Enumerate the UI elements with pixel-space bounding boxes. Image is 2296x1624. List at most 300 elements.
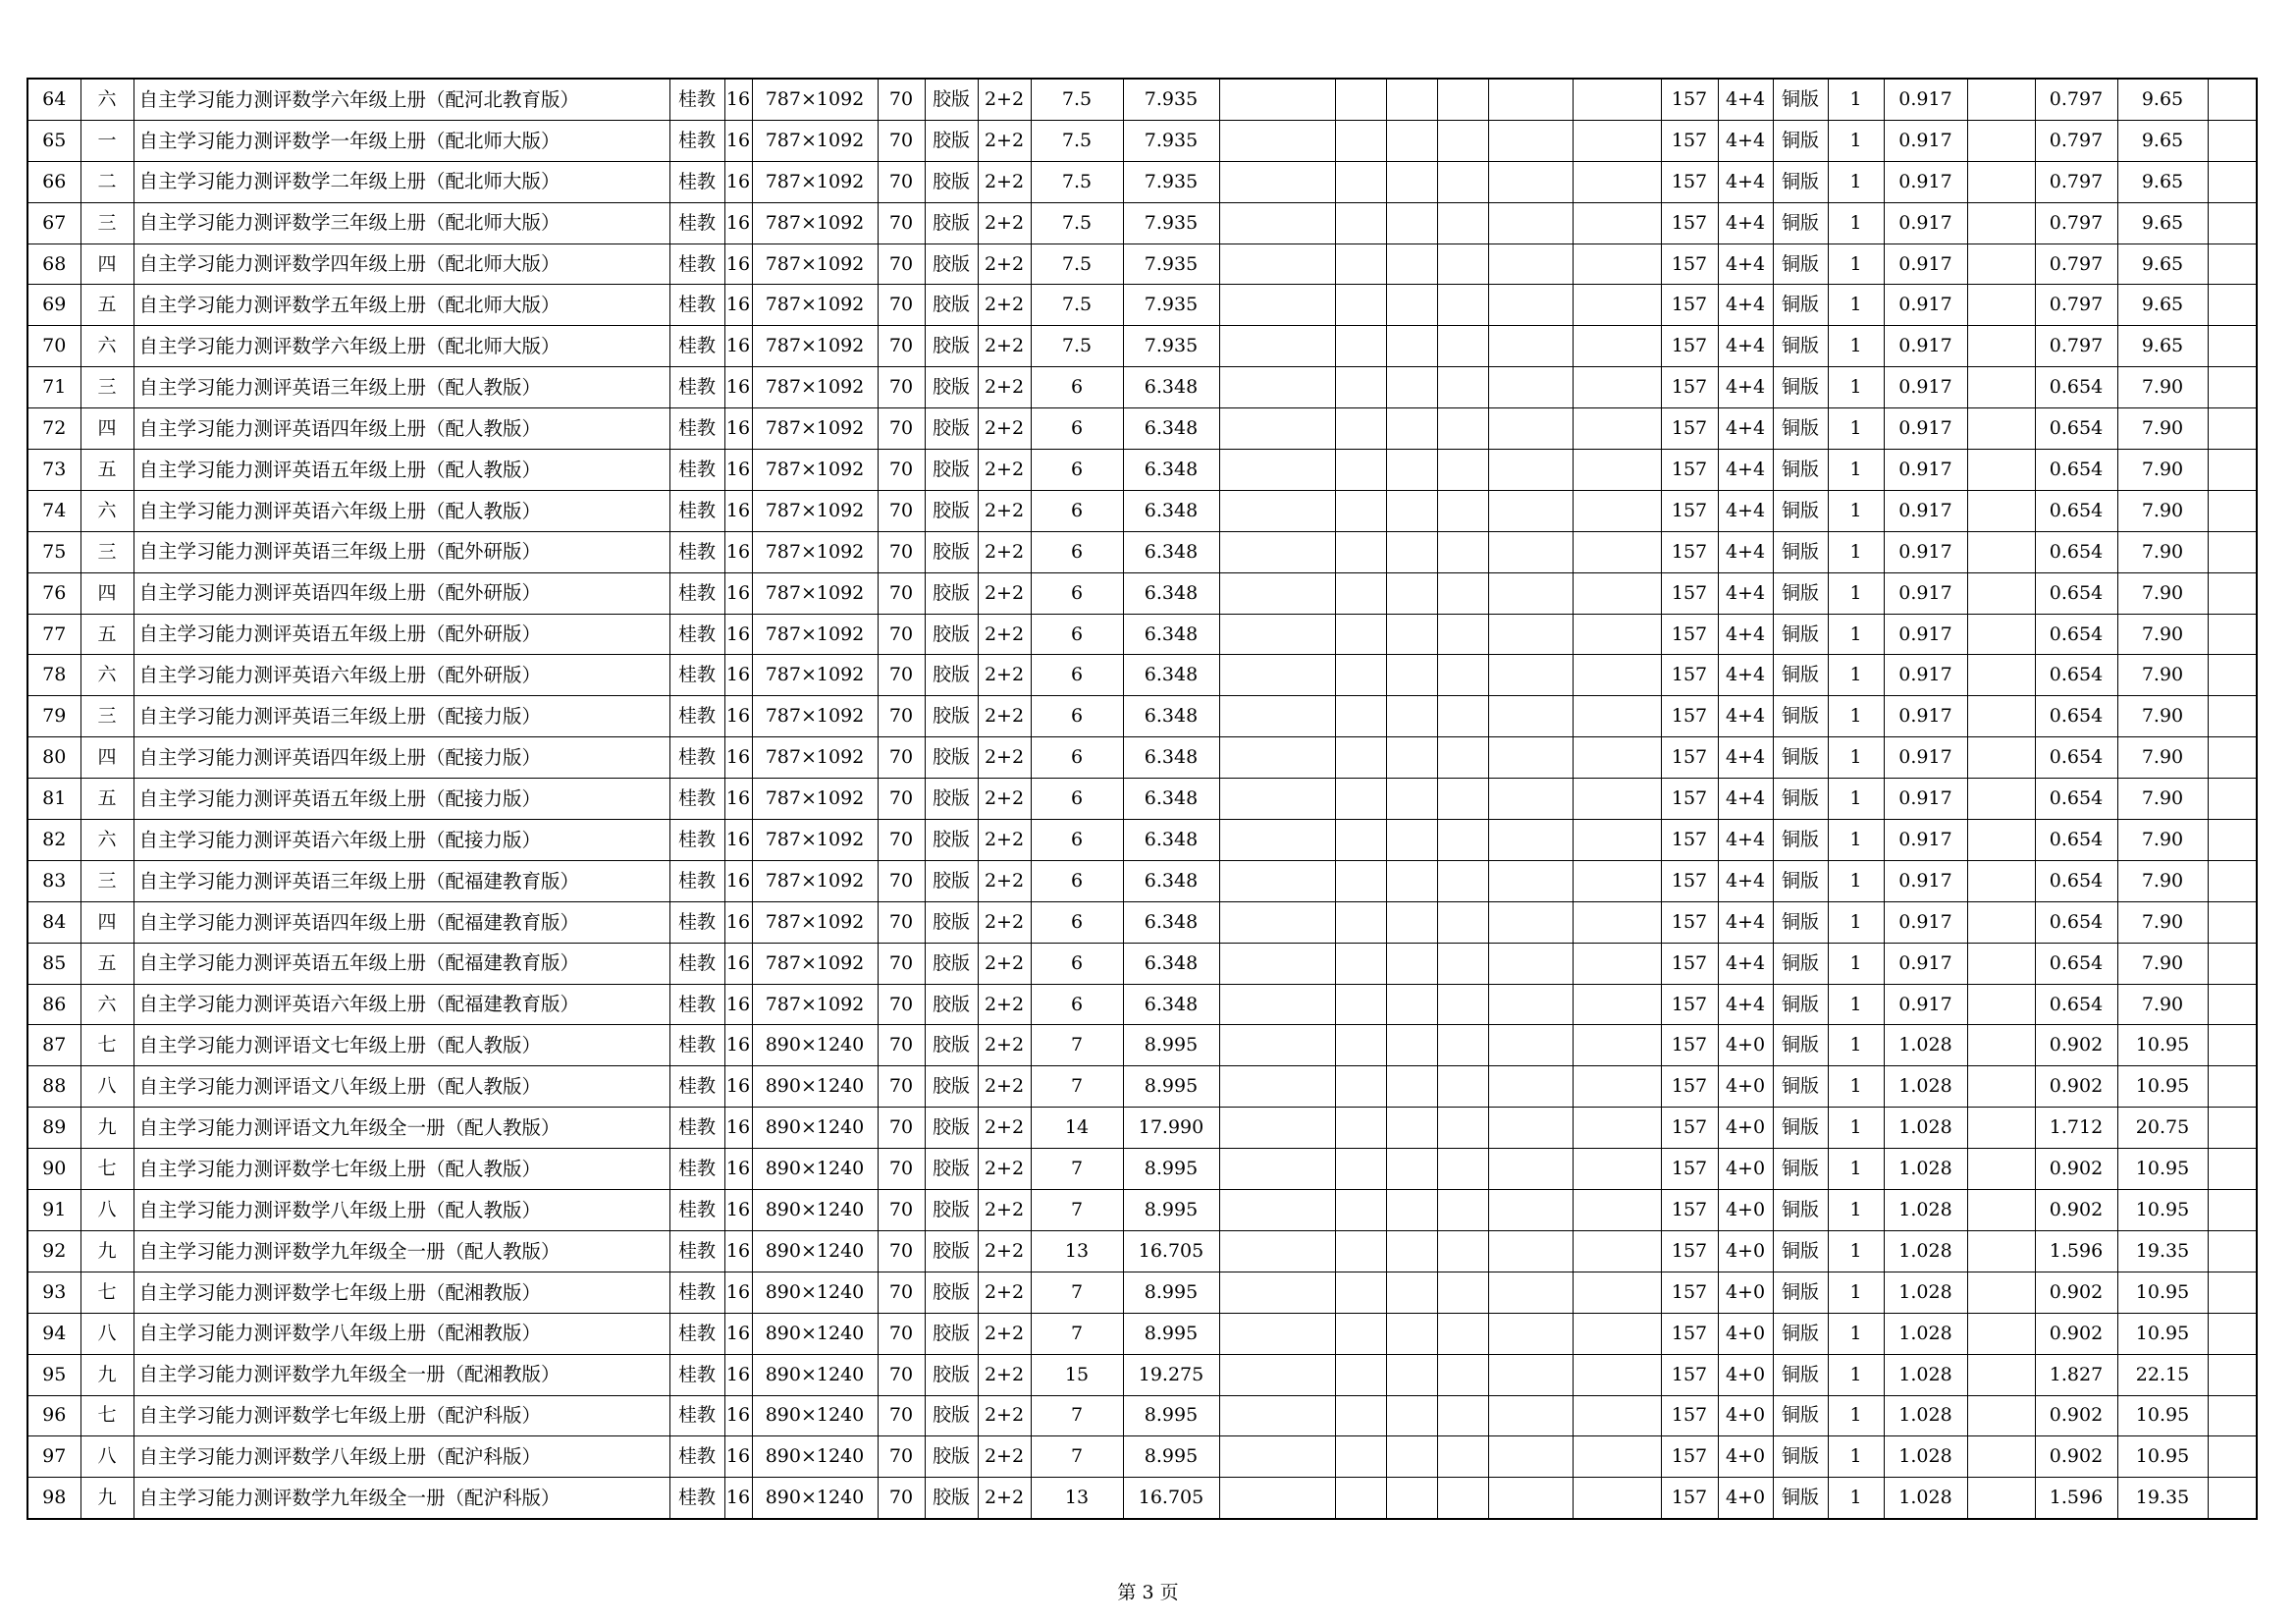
paper-size-cell: 890×1240	[752, 1066, 878, 1108]
blank-cell-cell	[2208, 285, 2257, 326]
unit-price-cell: 7.90	[2117, 779, 2208, 820]
body-cost-cell: 6.348	[1123, 737, 1219, 779]
blank-cell-cell	[1573, 984, 1661, 1025]
blank-cell-cell	[1386, 408, 1437, 450]
publisher-cell: 桂教	[669, 408, 724, 450]
cover-paper-cell: 铜版	[1773, 737, 1828, 779]
blank-cell-cell	[1967, 1436, 2035, 1478]
blank-cell-cell	[1386, 655, 1437, 696]
cover-gsm-cell: 157	[1661, 1272, 1718, 1313]
cover-quantity-cell: 1	[1828, 202, 1884, 244]
print-sheets-cell: 7	[1031, 1436, 1123, 1478]
book-title-cell: 自主学习能力测评英语五年级上册（配外研版）	[133, 614, 669, 655]
body-cost-cell: 8.995	[1123, 1272, 1219, 1313]
subtotal-cell: 0.797	[2035, 161, 2117, 202]
unit-price-cell: 7.90	[2117, 984, 2208, 1025]
blank-cell-cell	[1573, 285, 1661, 326]
blank-cell-cell	[1488, 572, 1573, 614]
unit-price-cell: 10.95	[2117, 1395, 2208, 1436]
book-title-cell: 自主学习能力测评数学八年级上册（配湘教版）	[133, 1313, 669, 1354]
paper-type-cell: 胶版	[925, 202, 978, 244]
blank-cell-cell	[1488, 655, 1573, 696]
table-row	[27, 779, 2257, 820]
body-cost-cell: 8.995	[1123, 1313, 1219, 1354]
body-cost-cell: 6.348	[1123, 901, 1219, 943]
cover-cost-cell: 0.917	[1884, 779, 1967, 820]
blank-cell-cell	[1386, 120, 1437, 161]
publisher-cell: 桂教	[669, 820, 724, 861]
cover-gsm-cell: 157	[1661, 696, 1718, 737]
blank-cell-cell	[1335, 408, 1386, 450]
blank-cell-cell	[1335, 1272, 1386, 1313]
blank-cell-cell	[1967, 1313, 2035, 1354]
row-number-cell: 81	[27, 779, 80, 820]
print-colors-cell: 2+2	[978, 202, 1031, 244]
blank-cell-cell	[2208, 737, 2257, 779]
cover-colors-cell: 4+4	[1718, 161, 1773, 202]
unit-price-cell: 20.75	[2117, 1108, 2208, 1149]
format-cell: 16	[724, 1025, 752, 1066]
blank-cell-cell	[1335, 79, 1386, 120]
cover-paper-cell: 铜版	[1773, 655, 1828, 696]
cover-cost-cell: 0.917	[1884, 79, 1967, 120]
blank-cell-cell	[1488, 1230, 1573, 1272]
blank-cell-cell	[1488, 326, 1573, 367]
unit-price-cell: 9.65	[2117, 326, 2208, 367]
paper-type-cell: 胶版	[925, 326, 978, 367]
blank-cell-cell	[1219, 1025, 1335, 1066]
paper-size-cell: 787×1092	[752, 901, 878, 943]
unit-price-cell: 19.35	[2117, 1478, 2208, 1519]
paper-type-cell: 胶版	[925, 943, 978, 984]
cover-cost-cell: 1.028	[1884, 1025, 1967, 1066]
blank-cell-cell	[1573, 1066, 1661, 1108]
unit-price-cell: 10.95	[2117, 1190, 2208, 1231]
blank-cell-cell	[1335, 984, 1386, 1025]
cover-paper-cell: 铜版	[1773, 1066, 1828, 1108]
publisher-cell: 桂教	[669, 1354, 724, 1395]
book-title-cell: 自主学习能力测评英语四年级上册（配外研版）	[133, 572, 669, 614]
unit-price-cell: 10.95	[2117, 1149, 2208, 1190]
blank-cell-cell	[1219, 901, 1335, 943]
paper-gsm-cell: 70	[878, 779, 925, 820]
grade-cell: 六	[80, 984, 133, 1025]
blank-cell-cell	[1335, 367, 1386, 408]
book-title-cell: 自主学习能力测评语文七年级上册（配人教版）	[133, 1025, 669, 1066]
blank-cell-cell	[1335, 120, 1386, 161]
format-cell: 16	[724, 244, 752, 285]
grade-cell: 八	[80, 1190, 133, 1231]
print-sheets-cell: 7.5	[1031, 285, 1123, 326]
grade-cell: 六	[80, 79, 133, 120]
paper-type-cell: 胶版	[925, 161, 978, 202]
body-cost-cell: 6.348	[1123, 408, 1219, 450]
book-title-cell: 自主学习能力测评数学二年级上册（配北师大版）	[133, 161, 669, 202]
print-sheets-cell: 6	[1031, 408, 1123, 450]
blank-cell-cell	[1219, 79, 1335, 120]
paper-gsm-cell: 70	[878, 1230, 925, 1272]
grade-cell: 五	[80, 450, 133, 491]
blank-cell-cell	[1386, 1108, 1437, 1149]
row-number-cell: 83	[27, 860, 80, 901]
grade-cell: 六	[80, 490, 133, 531]
blank-cell-cell	[1488, 614, 1573, 655]
publisher-cell: 桂教	[669, 161, 724, 202]
paper-size-cell: 787×1092	[752, 285, 878, 326]
publisher-cell: 桂教	[669, 79, 724, 120]
cover-cost-cell: 0.917	[1884, 614, 1967, 655]
blank-cell-cell	[2208, 1108, 2257, 1149]
table-row	[27, 860, 2257, 901]
cover-colors-cell: 4+0	[1718, 1025, 1773, 1066]
cover-cost-cell: 0.917	[1884, 696, 1967, 737]
print-colors-cell: 2+2	[978, 408, 1031, 450]
cover-colors-cell: 4+4	[1718, 614, 1773, 655]
blank-cell-cell	[1488, 1025, 1573, 1066]
cover-quantity-cell: 1	[1828, 779, 1884, 820]
blank-cell-cell	[2208, 1272, 2257, 1313]
blank-cell-cell	[1219, 737, 1335, 779]
blank-cell-cell	[1437, 120, 1488, 161]
table-row	[27, 1149, 2257, 1190]
paper-size-cell: 787×1092	[752, 161, 878, 202]
cover-gsm-cell: 157	[1661, 1395, 1718, 1436]
paper-type-cell: 胶版	[925, 737, 978, 779]
paper-size-cell: 890×1240	[752, 1395, 878, 1436]
cover-gsm-cell: 157	[1661, 1313, 1718, 1354]
paper-gsm-cell: 70	[878, 408, 925, 450]
blank-cell-cell	[1488, 490, 1573, 531]
blank-cell-cell	[1335, 161, 1386, 202]
publisher-cell: 桂教	[669, 120, 724, 161]
blank-cell-cell	[1967, 1354, 2035, 1395]
blank-cell-cell	[1573, 1436, 1661, 1478]
blank-cell-cell	[1488, 1354, 1573, 1395]
table-row	[27, 1230, 2257, 1272]
book-title-cell: 自主学习能力测评数学三年级上册（配北师大版）	[133, 202, 669, 244]
body-cost-cell: 6.348	[1123, 860, 1219, 901]
cover-paper-cell: 铜版	[1773, 531, 1828, 572]
book-title-cell: 自主学习能力测评英语四年级上册（配福建教育版）	[133, 901, 669, 943]
blank-cell-cell	[2208, 120, 2257, 161]
paper-gsm-cell: 70	[878, 860, 925, 901]
paper-type-cell: 胶版	[925, 860, 978, 901]
cover-quantity-cell: 1	[1828, 1149, 1884, 1190]
paper-type-cell: 胶版	[925, 1066, 978, 1108]
unit-price-cell: 7.90	[2117, 943, 2208, 984]
row-number-cell: 96	[27, 1395, 80, 1436]
paper-size-cell: 890×1240	[752, 1149, 878, 1190]
cover-cost-cell: 1.028	[1884, 1066, 1967, 1108]
blank-cell-cell	[1573, 655, 1661, 696]
print-colors-cell: 2+2	[978, 1066, 1031, 1108]
blank-cell-cell	[1437, 1436, 1488, 1478]
blank-cell-cell	[1967, 120, 2035, 161]
table-row	[27, 1436, 2257, 1478]
cover-cost-cell: 0.917	[1884, 450, 1967, 491]
print-colors-cell: 2+2	[978, 1395, 1031, 1436]
blank-cell-cell	[1386, 572, 1437, 614]
row-number-cell: 74	[27, 490, 80, 531]
book-title-cell: 自主学习能力测评英语五年级上册（配人教版）	[133, 450, 669, 491]
book-title-cell: 自主学习能力测评英语五年级上册（配接力版）	[133, 779, 669, 820]
cover-paper-cell: 铜版	[1773, 367, 1828, 408]
table-row	[27, 326, 2257, 367]
row-number-cell: 95	[27, 1354, 80, 1395]
cover-quantity-cell: 1	[1828, 572, 1884, 614]
blank-cell-cell	[1386, 79, 1437, 120]
blank-cell-cell	[2208, 1230, 2257, 1272]
book-title-cell: 自主学习能力测评数学六年级上册（配河北教育版）	[133, 79, 669, 120]
blank-cell-cell	[1573, 79, 1661, 120]
cover-colors-cell: 4+4	[1718, 860, 1773, 901]
paper-type-cell: 胶版	[925, 901, 978, 943]
subtotal-cell: 0.797	[2035, 79, 2117, 120]
paper-gsm-cell: 70	[878, 1149, 925, 1190]
table-row	[27, 1354, 2257, 1395]
blank-cell-cell	[1573, 1230, 1661, 1272]
blank-cell-cell	[1573, 1190, 1661, 1231]
print-sheets-cell: 14	[1031, 1108, 1123, 1149]
print-colors-cell: 2+2	[978, 779, 1031, 820]
cover-gsm-cell: 157	[1661, 737, 1718, 779]
blank-cell-cell	[1437, 984, 1488, 1025]
book-title-cell: 自主学习能力测评数学九年级全一册（配人教版）	[133, 1230, 669, 1272]
blank-cell-cell	[1967, 244, 2035, 285]
cover-quantity-cell: 1	[1828, 1066, 1884, 1108]
blank-cell-cell	[1573, 696, 1661, 737]
blank-cell-cell	[2208, 1395, 2257, 1436]
print-colors-cell: 2+2	[978, 1149, 1031, 1190]
book-title-cell: 自主学习能力测评数学五年级上册（配北师大版）	[133, 285, 669, 326]
cover-colors-cell: 4+0	[1718, 1436, 1773, 1478]
cover-cost-cell: 1.028	[1884, 1436, 1967, 1478]
grade-cell: 六	[80, 326, 133, 367]
blank-cell-cell	[2208, 779, 2257, 820]
grade-cell: 八	[80, 1313, 133, 1354]
print-colors-cell: 2+2	[978, 490, 1031, 531]
blank-cell-cell	[1335, 1108, 1386, 1149]
blank-cell-cell	[1437, 901, 1488, 943]
publisher-cell: 桂教	[669, 1149, 724, 1190]
unit-price-cell: 7.90	[2117, 614, 2208, 655]
print-sheets-cell: 6	[1031, 450, 1123, 491]
paper-type-cell: 胶版	[925, 779, 978, 820]
cover-quantity-cell: 1	[1828, 367, 1884, 408]
book-title-cell: 自主学习能力测评英语四年级上册（配人教版）	[133, 408, 669, 450]
paper-gsm-cell: 70	[878, 120, 925, 161]
row-number-cell: 75	[27, 531, 80, 572]
blank-cell-cell	[1437, 860, 1488, 901]
cover-quantity-cell: 1	[1828, 1313, 1884, 1354]
unit-price-cell: 7.90	[2117, 450, 2208, 491]
paper-gsm-cell: 70	[878, 1108, 925, 1149]
cover-cost-cell: 0.917	[1884, 285, 1967, 326]
blank-cell-cell	[1573, 1395, 1661, 1436]
blank-cell-cell	[1488, 984, 1573, 1025]
paper-size-cell: 787×1092	[752, 244, 878, 285]
paper-size-cell: 787×1092	[752, 943, 878, 984]
paper-type-cell: 胶版	[925, 490, 978, 531]
print-sheets-cell: 6	[1031, 779, 1123, 820]
subtotal-cell: 0.902	[2035, 1272, 2117, 1313]
paper-gsm-cell: 70	[878, 202, 925, 244]
blank-cell-cell	[1386, 1313, 1437, 1354]
blank-cell-cell	[2208, 614, 2257, 655]
subtotal-cell: 0.654	[2035, 655, 2117, 696]
paper-size-cell: 890×1240	[752, 1025, 878, 1066]
book-title-cell: 自主学习能力测评英语六年级上册（配福建教育版）	[133, 984, 669, 1025]
blank-cell-cell	[1967, 531, 2035, 572]
paper-size-cell: 787×1092	[752, 820, 878, 861]
paper-size-cell: 787×1092	[752, 860, 878, 901]
blank-cell-cell	[1386, 531, 1437, 572]
print-colors-cell: 2+2	[978, 860, 1031, 901]
table-row	[27, 1190, 2257, 1231]
cover-gsm-cell: 157	[1661, 120, 1718, 161]
row-number-cell: 87	[27, 1025, 80, 1066]
table-row	[27, 1025, 2257, 1066]
blank-cell-cell	[1219, 820, 1335, 861]
subtotal-cell: 0.902	[2035, 1190, 2117, 1231]
body-cost-cell: 6.348	[1123, 779, 1219, 820]
blank-cell-cell	[1573, 614, 1661, 655]
paper-type-cell: 胶版	[925, 450, 978, 491]
blank-cell-cell	[1219, 326, 1335, 367]
blank-cell-cell	[1488, 1149, 1573, 1190]
unit-price-cell: 9.65	[2117, 244, 2208, 285]
table-row	[27, 820, 2257, 861]
cover-gsm-cell: 157	[1661, 984, 1718, 1025]
blank-cell-cell	[1437, 779, 1488, 820]
paper-size-cell: 890×1240	[752, 1354, 878, 1395]
blank-cell-cell	[1437, 737, 1488, 779]
blank-cell-cell	[1488, 901, 1573, 943]
cover-paper-cell: 铜版	[1773, 696, 1828, 737]
table-row	[27, 696, 2257, 737]
format-cell: 16	[724, 737, 752, 779]
paper-gsm-cell: 70	[878, 367, 925, 408]
format-cell: 16	[724, 1313, 752, 1354]
print-colors-cell: 2+2	[978, 984, 1031, 1025]
body-cost-cell: 6.348	[1123, 655, 1219, 696]
body-cost-cell: 8.995	[1123, 1190, 1219, 1231]
cover-gsm-cell: 157	[1661, 202, 1718, 244]
paper-size-cell: 787×1092	[752, 490, 878, 531]
table-row	[27, 984, 2257, 1025]
paper-type-cell: 胶版	[925, 572, 978, 614]
cover-colors-cell: 4+4	[1718, 79, 1773, 120]
publisher-cell: 桂教	[669, 655, 724, 696]
table-row	[27, 450, 2257, 491]
row-number-cell: 65	[27, 120, 80, 161]
blank-cell-cell	[1488, 943, 1573, 984]
table-row	[27, 614, 2257, 655]
cover-cost-cell: 1.028	[1884, 1190, 1967, 1231]
blank-cell-cell	[1488, 1478, 1573, 1519]
print-sheets-cell: 6	[1031, 490, 1123, 531]
print-sheets-cell: 6	[1031, 737, 1123, 779]
price-table	[27, 78, 2258, 1520]
blank-cell-cell	[1386, 1272, 1437, 1313]
body-cost-cell: 7.935	[1123, 244, 1219, 285]
paper-size-cell: 890×1240	[752, 1230, 878, 1272]
blank-cell-cell	[1386, 450, 1437, 491]
row-number-cell: 67	[27, 202, 80, 244]
cover-gsm-cell: 157	[1661, 79, 1718, 120]
cover-quantity-cell: 1	[1828, 820, 1884, 861]
cover-gsm-cell: 157	[1661, 490, 1718, 531]
subtotal-cell: 0.654	[2035, 490, 2117, 531]
print-sheets-cell: 7	[1031, 1395, 1123, 1436]
format-cell: 16	[724, 572, 752, 614]
cover-quantity-cell: 1	[1828, 655, 1884, 696]
cover-gsm-cell: 157	[1661, 161, 1718, 202]
grade-cell: 九	[80, 1354, 133, 1395]
blank-cell-cell	[1437, 531, 1488, 572]
format-cell: 16	[724, 943, 752, 984]
grade-cell: 四	[80, 244, 133, 285]
print-sheets-cell: 6	[1031, 696, 1123, 737]
publisher-cell: 桂教	[669, 1272, 724, 1313]
blank-cell-cell	[1335, 1436, 1386, 1478]
format-cell: 16	[724, 202, 752, 244]
publisher-cell: 桂教	[669, 244, 724, 285]
book-title-cell: 自主学习能力测评语文九年级全一册（配人教版）	[133, 1108, 669, 1149]
publisher-cell: 桂教	[669, 450, 724, 491]
paper-size-cell: 787×1092	[752, 408, 878, 450]
blank-cell-cell	[1335, 943, 1386, 984]
publisher-cell: 桂教	[669, 737, 724, 779]
table-row	[27, 490, 2257, 531]
blank-cell-cell	[1335, 1395, 1386, 1436]
body-cost-cell: 8.995	[1123, 1436, 1219, 1478]
blank-cell-cell	[1335, 820, 1386, 861]
blank-cell-cell	[1437, 408, 1488, 450]
cover-colors-cell: 4+0	[1718, 1313, 1773, 1354]
paper-gsm-cell: 70	[878, 244, 925, 285]
blank-cell-cell	[1335, 1149, 1386, 1190]
subtotal-cell: 0.654	[2035, 572, 2117, 614]
blank-cell-cell	[2208, 860, 2257, 901]
blank-cell-cell	[1335, 285, 1386, 326]
grade-cell: 九	[80, 1478, 133, 1519]
cover-paper-cell: 铜版	[1773, 860, 1828, 901]
cover-gsm-cell: 157	[1661, 408, 1718, 450]
blank-cell-cell	[1573, 1272, 1661, 1313]
cover-cost-cell: 0.917	[1884, 367, 1967, 408]
publisher-cell: 桂教	[669, 1066, 724, 1108]
subtotal-cell: 0.654	[2035, 737, 2117, 779]
unit-price-cell: 9.65	[2117, 161, 2208, 202]
cover-quantity-cell: 1	[1828, 901, 1884, 943]
blank-cell-cell	[1488, 860, 1573, 901]
blank-cell-cell	[2208, 984, 2257, 1025]
paper-type-cell: 胶版	[925, 820, 978, 861]
book-title-cell: 自主学习能力测评英语六年级上册（配接力版）	[133, 820, 669, 861]
subtotal-cell: 0.654	[2035, 408, 2117, 450]
blank-cell-cell	[1437, 326, 1488, 367]
body-cost-cell: 7.935	[1123, 202, 1219, 244]
grade-cell: 八	[80, 1436, 133, 1478]
cover-cost-cell: 0.917	[1884, 820, 1967, 861]
blank-cell-cell	[1335, 244, 1386, 285]
print-colors-cell: 2+2	[978, 1436, 1031, 1478]
cover-cost-cell: 0.917	[1884, 202, 1967, 244]
blank-cell-cell	[1219, 1354, 1335, 1395]
blank-cell-cell	[1488, 408, 1573, 450]
cover-cost-cell: 0.917	[1884, 655, 1967, 696]
